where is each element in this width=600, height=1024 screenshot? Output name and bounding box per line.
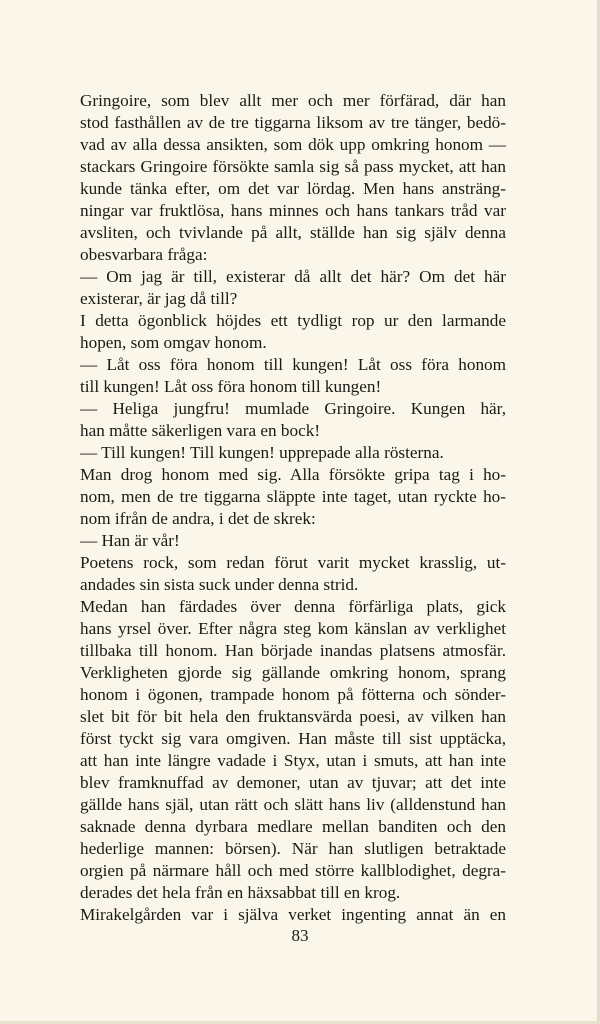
text-line-14: till kungen! Låt oss föra honom till kungen! bbox=[80, 377, 382, 396]
text-line-19: nom, men de tre tiggarna släppte inte taget, utan ryckte ho- bbox=[80, 487, 506, 506]
text-line-36: orgien på närmare håll och med större kallblodighet, degra- bbox=[80, 861, 506, 880]
text-line-13: — Låt oss föra honom till kungen! Låt oss föra honom bbox=[80, 355, 506, 374]
text-line-34: saknade denna dyrbara medlare mellan banditen och den bbox=[80, 817, 506, 836]
text-line-17: — Till kungen! Till kungen! upprepade alla rösterna. bbox=[80, 443, 444, 462]
text-line-23: andades sin sista suck under denna strid. bbox=[80, 575, 359, 594]
text-line-3: vad av alla dessa ansikten, som dök upp omkring honom — bbox=[80, 135, 506, 154]
text-line-24: Medan han färdades över denna förfärliga plats, gick bbox=[80, 597, 506, 616]
text-line-12: hopen, som omgav honom. bbox=[80, 333, 267, 352]
text-line-25: hans yrsel över. Efter några steg kom känslan av verklighet bbox=[80, 619, 506, 638]
text-line-11: I detta ögonblick höjdes ett tydligt rop ur den larmande bbox=[80, 311, 506, 330]
text-line-20: nom ifrån de andra, i det de skrek: bbox=[80, 509, 316, 528]
text-line-31: att han inte längre vadade i Styx, utan i smuts, att han inte bbox=[80, 751, 506, 770]
text-line-10: existerar, är jag då till? bbox=[80, 289, 238, 308]
text-line-38: Mirakelgården var i själva verket ingenting annat än en bbox=[80, 905, 506, 924]
page-number: 83 bbox=[291, 926, 309, 945]
text-line-7: avsliten, och tvivlande på allt, ställde han sig själv denna bbox=[80, 223, 506, 242]
text-line-35: hederlige mannen: börsen). När han slutligen betraktade bbox=[80, 839, 506, 858]
text-line-28: honom i ögonen, trampade honom på fötterna och sönder- bbox=[80, 685, 506, 704]
text-line-18: Man drog honom med sig. Alla försökte gripa tag i ho- bbox=[80, 465, 506, 484]
text-line-22: Poetens rock, som redan förut varit mycket krasslig, ut- bbox=[80, 553, 506, 572]
text-line-1: Gringoire, som blev allt mer och mer förfärad, där han bbox=[80, 91, 506, 110]
text-line-21: — Han är vår! bbox=[80, 531, 180, 550]
text-line-4: stackars Gringoire försökte samla sig så pass mycket, att han bbox=[80, 157, 506, 176]
text-line-27: Verkligheten gjorde sig gällande omkring honom, sprang bbox=[80, 663, 506, 682]
text-line-6: ningar var fruktlösa, hans minnes och hans tankars tråd var bbox=[80, 201, 506, 220]
text-line-30: först tyckt sig vara omgiven. Han måste till sist upptäcka, bbox=[80, 729, 506, 748]
text-line-9: — Om jag är till, existerar då allt det här? Om det här bbox=[80, 267, 506, 286]
text-line-37: derades det hela från en häxsabbat till en krog. bbox=[80, 883, 401, 902]
text-line-8: obesvarbara fråga: bbox=[80, 245, 208, 264]
text-line-32: blev framknuffad av demoner, utan av tjuvar; att det inte bbox=[80, 773, 506, 792]
text-line-16: han måtte säkerligen vara en bock! bbox=[80, 421, 321, 440]
text-line-2: stod fasthållen av de tre tiggarna liksom av tre tänger, bedö- bbox=[80, 113, 506, 132]
text-line-33: gällde hans själ, utan rätt och slätt hans liv (alldenstund han bbox=[80, 795, 506, 814]
text-line-5: kunde tänka efter, om det var lördag. Men hans ansträng- bbox=[80, 179, 506, 198]
text-line-29: slet bit för bit hela den fruktansvärda poesi, av vilken han bbox=[80, 707, 506, 726]
text-line-15: — Heliga jungfru! mumlade Gringoire. Kungen här, bbox=[80, 399, 506, 418]
text-line-26: tillbaka till honom. Han började inandas platsens atmosfär. bbox=[80, 641, 506, 660]
